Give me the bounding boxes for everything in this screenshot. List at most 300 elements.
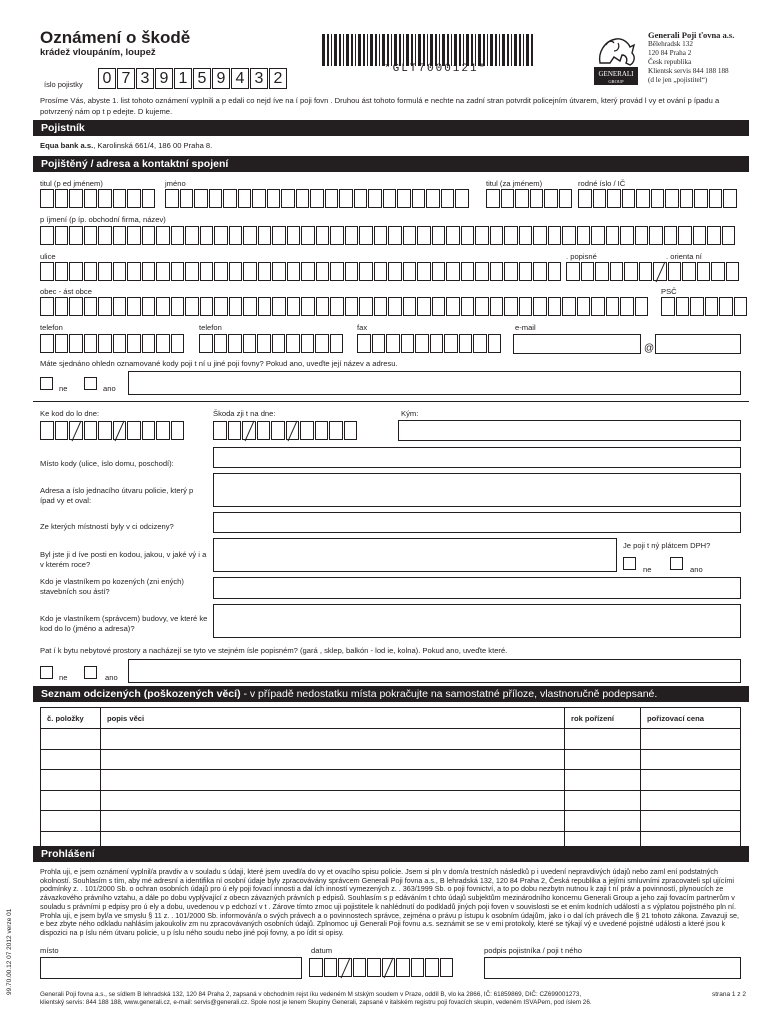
- discovered-date-cell[interactable]: [271, 421, 285, 440]
- city-cell[interactable]: [432, 297, 446, 316]
- street-cell[interactable]: [475, 262, 489, 281]
- vat-yes-checkbox[interactable]: [670, 557, 683, 570]
- phone2-cell[interactable]: [286, 334, 300, 353]
- phone-cell[interactable]: [113, 334, 127, 353]
- surname-cell[interactable]: [345, 226, 359, 245]
- first-name-cell[interactable]: [281, 189, 295, 208]
- fax-cell[interactable]: [401, 334, 415, 353]
- birth-number-cell[interactable]: [665, 189, 679, 208]
- title-before-cell[interactable]: [40, 189, 54, 208]
- zip-cell[interactable]: [661, 297, 675, 316]
- street-cell[interactable]: [113, 262, 127, 281]
- premises-details-field[interactable]: [128, 659, 741, 683]
- city-cell[interactable]: [359, 297, 373, 316]
- house-number-cell[interactable]: [595, 262, 609, 281]
- incident-date-cell[interactable]: [113, 421, 127, 440]
- first-name-cell[interactable]: [368, 189, 382, 208]
- house-number-cell[interactable]: [682, 262, 696, 281]
- incident-date-cell[interactable]: [171, 421, 185, 440]
- street-cell[interactable]: [142, 262, 156, 281]
- city-cell[interactable]: [519, 297, 533, 316]
- street-cell[interactable]: [156, 262, 170, 281]
- city-cell[interactable]: [635, 297, 649, 316]
- surname-cell[interactable]: [548, 226, 562, 245]
- phone-cell[interactable]: [98, 334, 112, 353]
- other-insurance-no-checkbox[interactable]: [40, 377, 53, 390]
- street-cell[interactable]: [301, 262, 315, 281]
- first-name-cell[interactable]: [310, 189, 324, 208]
- surname-cell[interactable]: [664, 226, 678, 245]
- birth-number-cell[interactable]: [680, 189, 694, 208]
- birth-number-cell[interactable]: [622, 189, 636, 208]
- street-cell[interactable]: [200, 262, 214, 281]
- birth-number-cell[interactable]: [578, 189, 592, 208]
- surname-cell[interactable]: [200, 226, 214, 245]
- table-cell[interactable]: [101, 770, 565, 791]
- zip-cell[interactable]: [719, 297, 733, 316]
- discovered-date-cell[interactable]: [344, 421, 358, 440]
- surname-cell[interactable]: [562, 226, 576, 245]
- birth-number-cell[interactable]: [723, 189, 737, 208]
- street-cell[interactable]: [533, 262, 547, 281]
- zip-cell[interactable]: [690, 297, 704, 316]
- city-cell[interactable]: [403, 297, 417, 316]
- street-cell[interactable]: [374, 262, 388, 281]
- fax-cell[interactable]: [357, 334, 371, 353]
- signature-date-cell[interactable]: [425, 958, 439, 977]
- phone-cell[interactable]: [55, 334, 69, 353]
- city-cell[interactable]: [316, 297, 330, 316]
- phone2-cell[interactable]: [315, 334, 329, 353]
- city-cell[interactable]: [171, 297, 185, 316]
- surname-cell[interactable]: [98, 226, 112, 245]
- discovered-by-field[interactable]: [398, 420, 741, 441]
- surname-cell[interactable]: [519, 226, 533, 245]
- phone2-cell[interactable]: [199, 334, 213, 353]
- surname-cell[interactable]: [417, 226, 431, 245]
- table-cell[interactable]: [41, 770, 101, 791]
- first-name-cell[interactable]: [223, 189, 237, 208]
- surname-cell[interactable]: [272, 226, 286, 245]
- premises-yes-checkbox[interactable]: [84, 666, 97, 679]
- city-cell[interactable]: [40, 297, 54, 316]
- street-cell[interactable]: [214, 262, 228, 281]
- title-before-cell[interactable]: [127, 189, 141, 208]
- city-cell[interactable]: [258, 297, 272, 316]
- first-name-cell[interactable]: [397, 189, 411, 208]
- table-cell[interactable]: [565, 790, 641, 811]
- premises-no-checkbox[interactable]: [40, 666, 53, 679]
- table-cell[interactable]: [565, 770, 641, 791]
- street-cell[interactable]: [432, 262, 446, 281]
- city-cell[interactable]: [287, 297, 301, 316]
- street-cell[interactable]: [330, 262, 344, 281]
- street-cell[interactable]: [287, 262, 301, 281]
- signature-field[interactable]: [484, 957, 741, 979]
- email-field-user[interactable]: [513, 334, 641, 354]
- surname-cell[interactable]: [185, 226, 199, 245]
- surname-cell[interactable]: [707, 226, 721, 245]
- city-cell[interactable]: [591, 297, 605, 316]
- street-cell[interactable]: [519, 262, 533, 281]
- city-cell[interactable]: [156, 297, 170, 316]
- city-cell[interactable]: [606, 297, 620, 316]
- street-cell[interactable]: [490, 262, 504, 281]
- street-cell[interactable]: [359, 262, 373, 281]
- surname-cell[interactable]: [258, 226, 272, 245]
- street-cell[interactable]: [417, 262, 431, 281]
- birth-number-cell[interactable]: [607, 189, 621, 208]
- incident-place-field[interactable]: [213, 447, 741, 468]
- first-name-cell[interactable]: [339, 189, 353, 208]
- city-cell[interactable]: [214, 297, 228, 316]
- city-cell[interactable]: [548, 297, 562, 316]
- house-number-cell[interactable]: [668, 262, 682, 281]
- incident-date-cell[interactable]: [142, 421, 156, 440]
- birth-number-cell[interactable]: [593, 189, 607, 208]
- first-name-cell[interactable]: [180, 189, 194, 208]
- phone-cell[interactable]: [142, 334, 156, 353]
- incident-date-cell[interactable]: [156, 421, 170, 440]
- first-name-cell[interactable]: [165, 189, 179, 208]
- surname-cell[interactable]: [461, 226, 475, 245]
- title-before-cell[interactable]: [69, 189, 83, 208]
- city-cell[interactable]: [417, 297, 431, 316]
- city-cell[interactable]: [301, 297, 315, 316]
- discovered-date-cell[interactable]: [315, 421, 329, 440]
- house-number-cell[interactable]: [726, 262, 740, 281]
- rooms-field[interactable]: [213, 512, 741, 533]
- first-name-cell[interactable]: [252, 189, 266, 208]
- surname-cell[interactable]: [475, 226, 489, 245]
- city-cell[interactable]: [113, 297, 127, 316]
- title-before-cell[interactable]: [55, 189, 69, 208]
- first-name-cell[interactable]: [194, 189, 208, 208]
- street-cell[interactable]: [446, 262, 460, 281]
- first-name-cell[interactable]: [441, 189, 455, 208]
- discovered-date-cell[interactable]: [242, 421, 256, 440]
- incident-date-cell[interactable]: [127, 421, 141, 440]
- incident-date-cell[interactable]: [55, 421, 69, 440]
- surname-cell[interactable]: [591, 226, 605, 245]
- city-cell[interactable]: [200, 297, 214, 316]
- surname-cell[interactable]: [533, 226, 547, 245]
- table-cell[interactable]: [101, 749, 565, 770]
- surname-cell[interactable]: [113, 226, 127, 245]
- table-cell[interactable]: [641, 790, 741, 811]
- first-name-cell[interactable]: [267, 189, 281, 208]
- incident-date-cell[interactable]: [69, 421, 83, 440]
- signature-date-cell[interactable]: [440, 958, 454, 977]
- fax-cell[interactable]: [488, 334, 502, 353]
- street-cell[interactable]: [171, 262, 185, 281]
- title-before-cell[interactable]: [84, 189, 98, 208]
- incident-date-cell[interactable]: [84, 421, 98, 440]
- surname-cell[interactable]: [722, 226, 736, 245]
- discovered-date-cell[interactable]: [213, 421, 227, 440]
- title-after-cell[interactable]: [515, 189, 529, 208]
- city-cell[interactable]: [620, 297, 634, 316]
- fax-cell[interactable]: [473, 334, 487, 353]
- zip-cell[interactable]: [676, 297, 690, 316]
- police-address-field[interactable]: [213, 473, 741, 507]
- street-cell[interactable]: [272, 262, 286, 281]
- building-owner-field[interactable]: [213, 604, 741, 638]
- phone-cell[interactable]: [84, 334, 98, 353]
- other-insurance-yes-checkbox[interactable]: [84, 377, 97, 390]
- discovered-date-cell[interactable]: [257, 421, 271, 440]
- policy-digit[interactable]: 9: [155, 68, 173, 89]
- fax-cell[interactable]: [430, 334, 444, 353]
- surname-cell[interactable]: [69, 226, 83, 245]
- first-name-cell[interactable]: [209, 189, 223, 208]
- street-cell[interactable]: [185, 262, 199, 281]
- street-cell[interactable]: [127, 262, 141, 281]
- birth-number-cell[interactable]: [651, 189, 665, 208]
- street-cell[interactable]: [388, 262, 402, 281]
- fax-cell[interactable]: [444, 334, 458, 353]
- incident-date-cell[interactable]: [98, 421, 112, 440]
- policy-digit[interactable]: 7: [117, 68, 135, 89]
- fax-cell[interactable]: [415, 334, 429, 353]
- signature-date-cell[interactable]: [396, 958, 410, 977]
- title-before-cell[interactable]: [113, 189, 127, 208]
- title-after-cell[interactable]: [530, 189, 544, 208]
- signature-date-cell[interactable]: [411, 958, 425, 977]
- policy-digit[interactable]: 0: [98, 68, 116, 89]
- zip-cell[interactable]: [734, 297, 748, 316]
- street-cell[interactable]: [40, 262, 54, 281]
- city-cell[interactable]: [243, 297, 257, 316]
- table-cell[interactable]: [41, 749, 101, 770]
- surname-cell[interactable]: [214, 226, 228, 245]
- city-cell[interactable]: [504, 297, 518, 316]
- table-cell[interactable]: [41, 729, 101, 750]
- surname-cell[interactable]: [693, 226, 707, 245]
- surname-cell[interactable]: [678, 226, 692, 245]
- signature-date-cell[interactable]: [309, 958, 323, 977]
- city-cell[interactable]: [461, 297, 475, 316]
- fax-cell[interactable]: [372, 334, 386, 353]
- city-cell[interactable]: [475, 297, 489, 316]
- street-cell[interactable]: [55, 262, 69, 281]
- policy-digit[interactable]: 4: [231, 68, 249, 89]
- surname-cell[interactable]: [243, 226, 257, 245]
- phone2-cell[interactable]: [243, 334, 257, 353]
- city-cell[interactable]: [229, 297, 243, 316]
- phone-cell[interactable]: [69, 334, 83, 353]
- street-cell[interactable]: [548, 262, 562, 281]
- birth-number-cell[interactable]: [709, 189, 723, 208]
- table-cell[interactable]: [641, 770, 741, 791]
- street-cell[interactable]: [258, 262, 272, 281]
- vat-no-checkbox[interactable]: [623, 557, 636, 570]
- surname-cell[interactable]: [504, 226, 518, 245]
- title-after-cell[interactable]: [501, 189, 515, 208]
- city-cell[interactable]: [55, 297, 69, 316]
- other-insurance-details-field[interactable]: [128, 371, 741, 395]
- discovered-date-cell[interactable]: [228, 421, 242, 440]
- surname-cell[interactable]: [635, 226, 649, 245]
- policy-digit[interactable]: 3: [250, 68, 268, 89]
- phone-cell[interactable]: [127, 334, 141, 353]
- city-cell[interactable]: [388, 297, 402, 316]
- fax-cell[interactable]: [459, 334, 473, 353]
- phone2-cell[interactable]: [272, 334, 286, 353]
- house-number-cell[interactable]: [581, 262, 595, 281]
- policy-digit[interactable]: 2: [269, 68, 287, 89]
- street-cell[interactable]: [403, 262, 417, 281]
- table-cell[interactable]: [41, 790, 101, 811]
- city-cell[interactable]: [490, 297, 504, 316]
- phone2-cell[interactable]: [330, 334, 344, 353]
- surname-cell[interactable]: [490, 226, 504, 245]
- phone-cell[interactable]: [171, 334, 185, 353]
- surname-cell[interactable]: [127, 226, 141, 245]
- city-cell[interactable]: [272, 297, 286, 316]
- city-cell[interactable]: [185, 297, 199, 316]
- discovered-date-cell[interactable]: [329, 421, 343, 440]
- street-cell[interactable]: [229, 262, 243, 281]
- city-cell[interactable]: [446, 297, 460, 316]
- first-name-cell[interactable]: [238, 189, 252, 208]
- first-name-cell[interactable]: [354, 189, 368, 208]
- house-number-cell[interactable]: [610, 262, 624, 281]
- table-cell[interactable]: [565, 811, 641, 832]
- first-name-cell[interactable]: [383, 189, 397, 208]
- policy-digit[interactable]: 1: [174, 68, 192, 89]
- surname-cell[interactable]: [577, 226, 591, 245]
- table-cell[interactable]: [565, 729, 641, 750]
- house-number-cell[interactable]: [653, 262, 667, 281]
- city-cell[interactable]: [577, 297, 591, 316]
- surname-cell[interactable]: [156, 226, 170, 245]
- policy-number-field[interactable]: [98, 68, 288, 89]
- policy-digit[interactable]: 5: [193, 68, 211, 89]
- city-cell[interactable]: [562, 297, 576, 316]
- title-after-cell[interactable]: [544, 189, 558, 208]
- place-field[interactable]: [40, 957, 302, 979]
- fax-cell[interactable]: [386, 334, 400, 353]
- surname-cell[interactable]: [403, 226, 417, 245]
- phone2-cell[interactable]: [228, 334, 242, 353]
- signature-date-cell[interactable]: [353, 958, 367, 977]
- birth-number-cell[interactable]: [636, 189, 650, 208]
- house-number-cell[interactable]: [697, 262, 711, 281]
- city-cell[interactable]: [98, 297, 112, 316]
- table-cell[interactable]: [41, 811, 101, 832]
- owner-parts-field[interactable]: [213, 577, 741, 599]
- surname-cell[interactable]: [620, 226, 634, 245]
- street-cell[interactable]: [84, 262, 98, 281]
- surname-cell[interactable]: [359, 226, 373, 245]
- phone2-cell[interactable]: [301, 334, 315, 353]
- first-name-cell[interactable]: [426, 189, 440, 208]
- phone2-cell[interactable]: [257, 334, 271, 353]
- table-cell[interactable]: [101, 811, 565, 832]
- table-cell[interactable]: [641, 749, 741, 770]
- house-number-cell[interactable]: [566, 262, 580, 281]
- surname-cell[interactable]: [55, 226, 69, 245]
- surname-cell[interactable]: [316, 226, 330, 245]
- house-number-cell[interactable]: [711, 262, 725, 281]
- signature-date-cell[interactable]: [367, 958, 381, 977]
- first-name-cell[interactable]: [296, 189, 310, 208]
- surname-cell[interactable]: [606, 226, 620, 245]
- signature-date-cell[interactable]: [338, 958, 352, 977]
- surname-cell[interactable]: [171, 226, 185, 245]
- policy-digit[interactable]: 3: [136, 68, 154, 89]
- birth-number-cell[interactable]: [694, 189, 708, 208]
- surname-cell[interactable]: [142, 226, 156, 245]
- zip-cell[interactable]: [705, 297, 719, 316]
- street-cell[interactable]: [98, 262, 112, 281]
- street-cell[interactable]: [504, 262, 518, 281]
- discovered-date-cell[interactable]: [300, 421, 314, 440]
- house-number-cell[interactable]: [639, 262, 653, 281]
- street-cell[interactable]: [243, 262, 257, 281]
- surname-cell[interactable]: [229, 226, 243, 245]
- surname-cell[interactable]: [649, 226, 663, 245]
- first-name-cell[interactable]: [455, 189, 469, 208]
- street-cell[interactable]: [345, 262, 359, 281]
- discovered-date-cell[interactable]: [286, 421, 300, 440]
- city-cell[interactable]: [69, 297, 83, 316]
- street-cell[interactable]: [461, 262, 475, 281]
- surname-cell[interactable]: [40, 226, 54, 245]
- phone-cell[interactable]: [40, 334, 54, 353]
- city-cell[interactable]: [345, 297, 359, 316]
- surname-cell[interactable]: [432, 226, 446, 245]
- city-cell[interactable]: [142, 297, 156, 316]
- surname-cell[interactable]: [287, 226, 301, 245]
- email-field-domain[interactable]: [655, 334, 741, 354]
- surname-cell[interactable]: [388, 226, 402, 245]
- city-cell[interactable]: [533, 297, 547, 316]
- surname-cell[interactable]: [301, 226, 315, 245]
- first-name-cell[interactable]: [412, 189, 426, 208]
- house-number-cell[interactable]: [624, 262, 638, 281]
- street-cell[interactable]: [69, 262, 83, 281]
- policy-digit[interactable]: 9: [212, 68, 230, 89]
- surname-cell[interactable]: [330, 226, 344, 245]
- city-cell[interactable]: [330, 297, 344, 316]
- first-name-cell[interactable]: [325, 189, 339, 208]
- city-cell[interactable]: [84, 297, 98, 316]
- title-after-cell[interactable]: [486, 189, 500, 208]
- incident-date-cell[interactable]: [40, 421, 54, 440]
- surname-cell[interactable]: [84, 226, 98, 245]
- city-cell[interactable]: [127, 297, 141, 316]
- surname-cell[interactable]: [374, 226, 388, 245]
- signature-date-cell[interactable]: [324, 958, 338, 977]
- table-cell[interactable]: [101, 729, 565, 750]
- prior-damage-field[interactable]: [213, 538, 617, 572]
- phone-cell[interactable]: [156, 334, 170, 353]
- title-before-cell[interactable]: [142, 189, 156, 208]
- title-before-cell[interactable]: [98, 189, 112, 208]
- phone2-cell[interactable]: [214, 334, 228, 353]
- street-cell[interactable]: [316, 262, 330, 281]
- surname-cell[interactable]: [446, 226, 460, 245]
- city-cell[interactable]: [374, 297, 388, 316]
- table-cell[interactable]: [565, 749, 641, 770]
- signature-date-cell[interactable]: [382, 958, 396, 977]
- table-cell[interactable]: [641, 811, 741, 832]
- title-after-cell[interactable]: [559, 189, 573, 208]
- table-cell[interactable]: [101, 790, 565, 811]
- table-cell[interactable]: [641, 729, 741, 750]
